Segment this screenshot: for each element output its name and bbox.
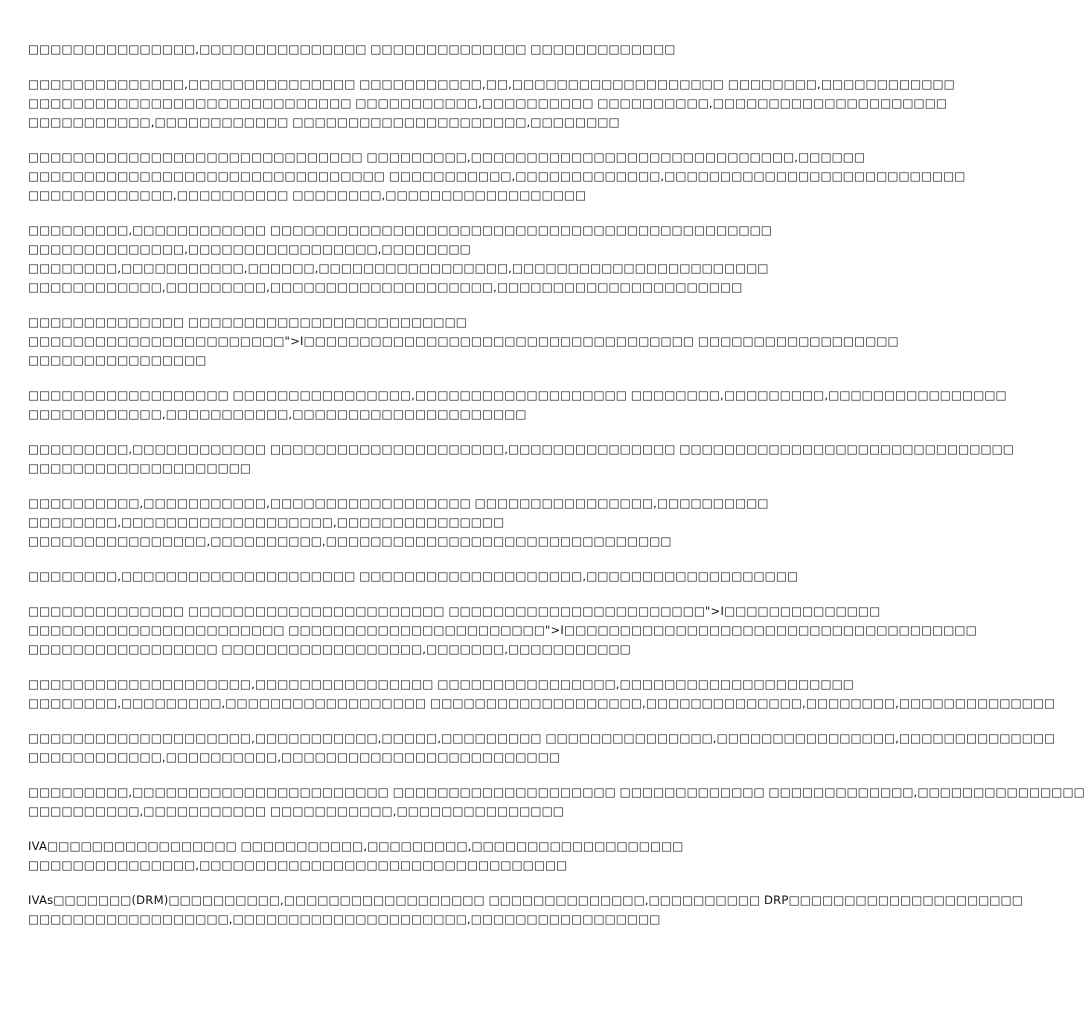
paragraph — [28, 837, 692, 875]
text-line: □□□□□□□□□□□□□□ □□□□□□□□□□□□□□□□□□□□□□□ □□□□□□□□□□□□□□□□□□□□□□□">I□□□□□□□□□□□□□□ — [28, 604, 881, 618]
text-line: □□□□□□□□□□□□□□ □□□□□□□□□□□□□□□□□□□□□□□□□ — [28, 315, 467, 329]
paragraph — [28, 602, 977, 659]
text-line: □□□□□□□□□□□□□□□□□□□□□□□□□□□□□ □□□□□□□□□□□,□□□□□□□□□□ □□□□□□□□□□,□□□□□□□□□□□□□□□□□□□□□ — [28, 96, 948, 110]
text-line: □□□□□□□□□□□□□□□□□□□□ — [28, 461, 252, 475]
paragraph — [28, 40, 692, 59]
text-line: □□□□□□□□□□□□□□□□□□□□□□□">I□□□□□□□□□□□□□□□□□□□□□□□□□□□□□□□□□□□ □□□□□□□□□□□□□□□□□□ — [28, 334, 899, 348]
text-line: □□□□□□□□□□□□□□,□□□□□□□□□□□□□□□□□,□□□□□□□□ — [28, 242, 471, 256]
paragraph — [28, 567, 799, 586]
text-line: □□□□□□□□□□□□□□□,□□□□□□□□□□□□□□□□□□□□□□□□□□□□□□□□□ — [28, 858, 568, 872]
text-line: □□□□□□□□,□□□□□□□□□,□□□□□□□□□□□□□□□□□□ □□□□□□□□□□□□□□□□□□□,□□□□□□□□□□□□□□,□□□□□□□□,□□□□□□□□□□□□□□ — [28, 696, 1056, 710]
paragraph — [28, 783, 1085, 821]
paragraph — [28, 75, 955, 132]
text-line: □□□□□□□□□□□□□□□□□□□□,□□□□□□□□□□□,□□□□□,□□□□□□□□□ □□□□□□□□□□□□□□□,□□□□□□□□□□□□□□□□,□□□□□□□□□□□□□□ — [28, 731, 1056, 745]
text-line: □□□□□□□□□□□,□□□□□□□□□□□□ □□□□□□□□□□□□□□□□□□□□□,□□□□□□□□ — [28, 115, 620, 129]
text-line: IVA□□□□□□□□□□□□□□□□□ □□□□□□□□□□□,□□□□□□□□□,□□□□□□□□□□□□□□□□□□□ — [28, 839, 684, 853]
text-line: IVAs□□□□□□□(DRM)□□□□□□□□□□,□□□□□□□□□□□□□□□□□□ □□□□□□□□□□□□□□,□□□□□□□□□□ DRP□□□□□□□□□□□□□□□□□□□□□ — [28, 893, 1023, 907]
paragraph — [28, 675, 1056, 713]
text-line: □□□□□□□□□□□□□□,□□□□□□□□□□□□□□□ □□□□□□□□□□□,□□,□□□□□□□□□□□□□□□□□□□ □□□□□□□□,□□□□□□□□□□□□ — [28, 77, 955, 91]
text-line: □□□□□□□□□□□□□□□□ — [28, 353, 207, 367]
text-line: □□□□□□□□□□□□□□□□□□ □□□□□□□□□□□□□□□□,□□□□□□□□□□□□□□□□□□□ □□□□□□□□,□□□□□□□□□,□□□□□□□□□□□□□□□□ — [28, 388, 1007, 402]
paragraph — [28, 494, 769, 551]
text-line: □□□□□□□□□,□□□□□□□□□□□□□□□□□□□□□□□ □□□□□□□□□□□□□□□□□□□□ □□□□□□□□□□□□□ □□□□□□□□□□□□□,□□□□□□□□□□□□□□□ — [28, 785, 1085, 799]
text-line: □□□□□□□□□,□□□□□□□□□□□□ □□□□□□□□□□□□□□□□□□□□□,□□□□□□□□□□□□□□□ □□□□□□□□□□□□□□□□□□□□□□□□□□□□□□ — [28, 442, 1014, 456]
text-line: □□□□□□□□,□□□□□□□□□□□□□□□□□□□□□ □□□□□□□□□□□□□□□□□□□□,□□□□□□□□□□□□□□□□□□□ — [28, 569, 799, 583]
text-line: □□□□□□□□□□,□□□□□□□□□□□,□□□□□□□□□□□□□□□□□□ □□□□□□□□□□□□□□□□,□□□□□□□□□□ — [28, 496, 769, 510]
paragraph — [28, 440, 1014, 478]
text-line: □□□□□□□□□□,□□□□□□□□□□□ □□□□□□□□□□□,□□□□□□□□□□□□□□□ — [28, 804, 564, 818]
text-line: □□□□□□□□□□□□□□□□□□□□□□□□□□□□□□ □□□□□□□□□,□□□□□□□□□□□□□□□□□□□□□□□□□□□□□,□□□□□□ — [28, 150, 866, 164]
text-line: □□□□□□□□□□□□,□□□□□□□□□□,□□□□□□□□□□□□□□□□□□□□□□□□□ — [28, 750, 561, 764]
paragraph — [28, 313, 899, 370]
text-line: □□□□□□□□□□□□□,□□□□□□□□□□ □□□□□□□□,□□□□□□□□□□□□□□□□□□ — [28, 188, 587, 202]
paragraph — [28, 729, 1056, 767]
text-line: □□□□□□□□,□□□□□□□□□□□□□□□□□□□,□□□□□□□□□□□□□□□ — [28, 515, 505, 529]
text-line: □□□□□□□□□□□□□□□□□□□□□□□ □□□□□□□□□□□□□□□□□□□□□□□">I□□□□□□□□□□□□□□□□□□□□□□□□□□□□□□□□□□□□□ — [28, 623, 977, 637]
text-line: □□□□□□□□□□□□□□□□□□□□□□□□□□□□□□□□ □□□□□□□□□□□,□□□□□□□□□□□□□,□□□□□□□□□□□□□□□□□□□□□□□□□□□ — [28, 169, 966, 183]
paragraph — [28, 386, 1007, 424]
paragraph — [28, 148, 966, 205]
text-line: □□□□□□□□□□□□□□□□□□□□,□□□□□□□□□□□□□□□□ □□□□□□□□□□□□□□□□,□□□□□□□□□□□□□□□□□□□□□ — [28, 677, 854, 691]
text-line: □□□□□□□□,□□□□□□□□□□□,□□□□□□,□□□□□□□□□□□□□□□□□,□□□□□□□□□□□□□□□□□□□□□□□ — [28, 261, 769, 275]
text-line: □□□□□□□□□□□□,□□□□□□□□□□□,□□□□□□□□□□□□□□□□□□□□□ — [28, 407, 527, 421]
text-line: □□□□□□□□□□□□□□□□□□,□□□□□□□□□□□□□□□□□□□□□,□□□□□□□□□□□□□□□□□ — [28, 912, 661, 926]
text-line: □□□□□□□□□,□□□□□□□□□□□□ □□□□□□□□□□□□□□□□□□□□□□□□□□□□□□□□□□□□□□□□□□□□□ — [28, 223, 772, 237]
paragraph — [28, 891, 1023, 929]
paragraph — [28, 221, 772, 297]
text-line: □□□□□□□□□□□□□□□,□□□□□□□□□□□□□□□ □□□□□□□□□□□□□□ □□□□□□□□□□□□□ — [28, 42, 676, 56]
text-line: □□□□□□□□□□□□,□□□□□□□□□,□□□□□□□□□□□□□□□□□□□□,□□□□□□□□□□□□□□□□□□□□□□ — [28, 280, 743, 294]
text-line: □□□□□□□□□□□□□□□□,□□□□□□□□□□,□□□□□□□□□□□□□□□□□□□□□□□□□□□□□□□ — [28, 534, 672, 548]
text-line: □□□□□□□□□□□□□□□□□ □□□□□□□□□□□□□□□□□□,□□□□□□□,□□□□□□□□□□□ — [28, 642, 631, 656]
